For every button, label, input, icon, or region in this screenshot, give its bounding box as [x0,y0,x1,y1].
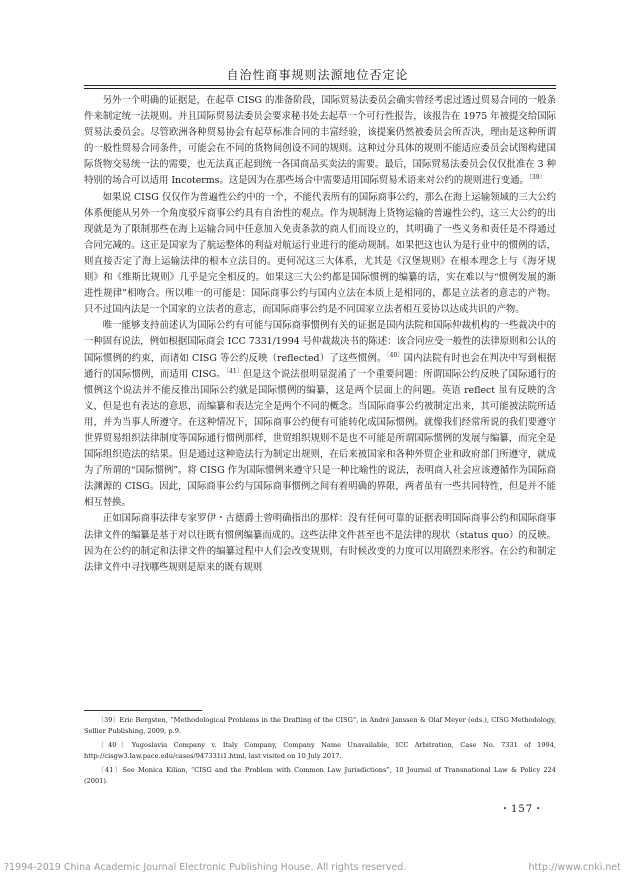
paragraph-text: 如果说 CISG 仅仅作为普遍性公约中的一个，不能代表所有的国际商事公约，那么在海上运输领域的三大公约体系便能从另外一个角度驳斥商事公约具有自治性的观点。作为规制海上货物运输的普遍性公约，这三大公约的出现就是为了限制那些在海上运输合同中任意加入免责条款的商人们而设立的，其明确了一些义务和责任是不得通过合同完减的。这正是国家为了航运整体的利益对航运行业进行的能动规制。如果把这也认为是行业中的惯例的话，则直接否定了海上运输法律的根本立法目的。更何况这三大体系，尤其是《汉堡规则》在根本理念上与《海牙规则》和《维斯比规则》几乎是完全相反的。如果这三大公约都是国际惯例的编纂的话，实在难以与“惯例发展的渐进性规律”相吻合。所以唯一的可能是：国际商事公约与国内立法在本质上是相同的，都是立法者的意志的产物。只不过国内法是一个国家的立法者的意志，而国际商事公约是不同国家立法者相互妥协以达成共识的产物。 [84,191,556,316]
body-paragraph [84,318,556,511]
paragraph-text: 但是这个说法很明显混淆了一个重要问题：所谓国际公约反映了国际通行的惯例这个说法并不能反推出国际公约就是国际惯例的编纂，这是两个层面上的问题。英语 reflect 虽有反映的含义，但是也有表达的意思，而编纂和表达完全是两个不同的概念。当国际商事公约被制定出来，其可能被法院所适用，并为当事人所遵守。在这种情况下，国际商事公约便有可能转化成国际惯例。就像我们经常所说的我们要遵守世界贸易组织法律制度等国际通行惯例那样，世贸组织规则不是也不可能是所谓国际惯例的发展与编纂，而完全是国际组织造法的结果。但是通过这种造法行为制定出规则，在后来被国家和各种外贸企业和政府部门所遵守，就成为了所谓的“国际惯例”。将 CISG 作为国际惯例来遵守只是一种比喻性的说法，表明商人社会应该遵循作为国际商法渊源的 CISG。因此，国际商事公约与国际商事惯例之间有着明确的界限，两者虽有一些共同特性，但是并不能相互替换。 [84,368,556,509]
footnote-ref[interactable]: 〔40〕 [386,351,404,359]
cnki-url: http://www.cnki.net [528,862,621,873]
body-paragraph [84,511,556,575]
footnote-40: 〔40〕Yugoslavia Company v. Italy Company, Company Name Unavailable, ICC Arbitration, Case No. 7331 of 1994, http://cisgw3.law.pace.edu/cases/947331i1.html, last visited on 10 July 2017. [84,740,556,761]
page-number: ・157・ [500,804,545,815]
body-paragraph [84,93,556,190]
footnotes [84,715,556,789]
paragraph-text: 另外一个明确的证据是，在起草 CISG 的准备阶段，国际贸易法委员会确实曾经考虑过透过贸易合同的一般条件来制定统一法规则。并且国际贸易法委员会要求秘书处去起草一个可行性报告，该报告在 1975 年被提交给国际贸易法委员会。尽管欧洲各种贸易协会有起草标准合同的丰富经验，该提案仍然被委员会所否决，理由是这种所谓的一般性贸易合同条件，可能会在不同的货物间创设不同的规则。这种过分具体的规则不能适应委员会试图构建国际货物交易统一法的需要，也无法真正起到统一各国商品买卖法的需要。最后，国际贸易法委员会仅仅批准在 3 种特别的场合可以适用 Incoterms。这是因为在那些场合中需要适用国际贸易术语来对公约的规则进行变通。 [84,95,556,187]
body-paragraph [84,190,556,319]
footnote-39: 〔39〕Eric Bergsten, “Methodological Problems in the Drafting of the CISG”, in André Janssen & Olaf Meyer (eds.), CISG Methodology, Sellier Publishing, 2009, p.9. [84,716,556,736]
copyright-bar [0,862,635,882]
paragraph-text: 国内法院有时也会在判决中写到根据通行的国际惯例，而适用 CISG。 [84,352,556,380]
body-text [84,93,556,576]
paragraph-text: 正如国际商事法律专家罗伊・古德爵士曾明确指出的那样：没有任何可靠的证据表明国际商事公约和国际商事法律文件的编纂是基于对以往既有惯例编纂而成的。这些法律文件甚至也不是法律的现状（status quo）的反映。因为在公约的制定和法律文件的编纂过程中人们会改变规则，有时候改变的力度可以用剧烈来形容。在公约和制定法律文件中寻找哪些规则是原来的既有规则 [84,513,556,573]
header-rule [84,85,556,89]
paragraph-text: 唯一能够支持前述认为国际公约有可能与国际商事惯例有关的证据是国内法院和国际仲裁机构的一些裁决中的一种固有说法，例如根据国际商会 ICC 7331/1994 号仲裁裁决书的陈述：该合同应受一般性的法律原则和公认的国际惯例的约束，而诸如 CISG 等公约反映（reflected）了这些惯例。 [84,320,556,364]
running-header: 自治性商事规则法源地位否定论 [226,68,409,82]
footnote-rule [84,710,202,711]
footnote-ref[interactable]: 〔39〕 [528,174,546,182]
copyright-notice: ?1994-2019 China Academic Journal Electronic Publishing House. All rights reserved. [4,862,407,873]
footnote-41: 〔41〕See Monica Kilian, “CISG and the Problem with Common Law Jurisdictions”, 10 Journal of Transnational Law & Policy 224 (2001). [84,765,556,786]
footnote-ref[interactable]: 〔41〕 [225,367,243,375]
